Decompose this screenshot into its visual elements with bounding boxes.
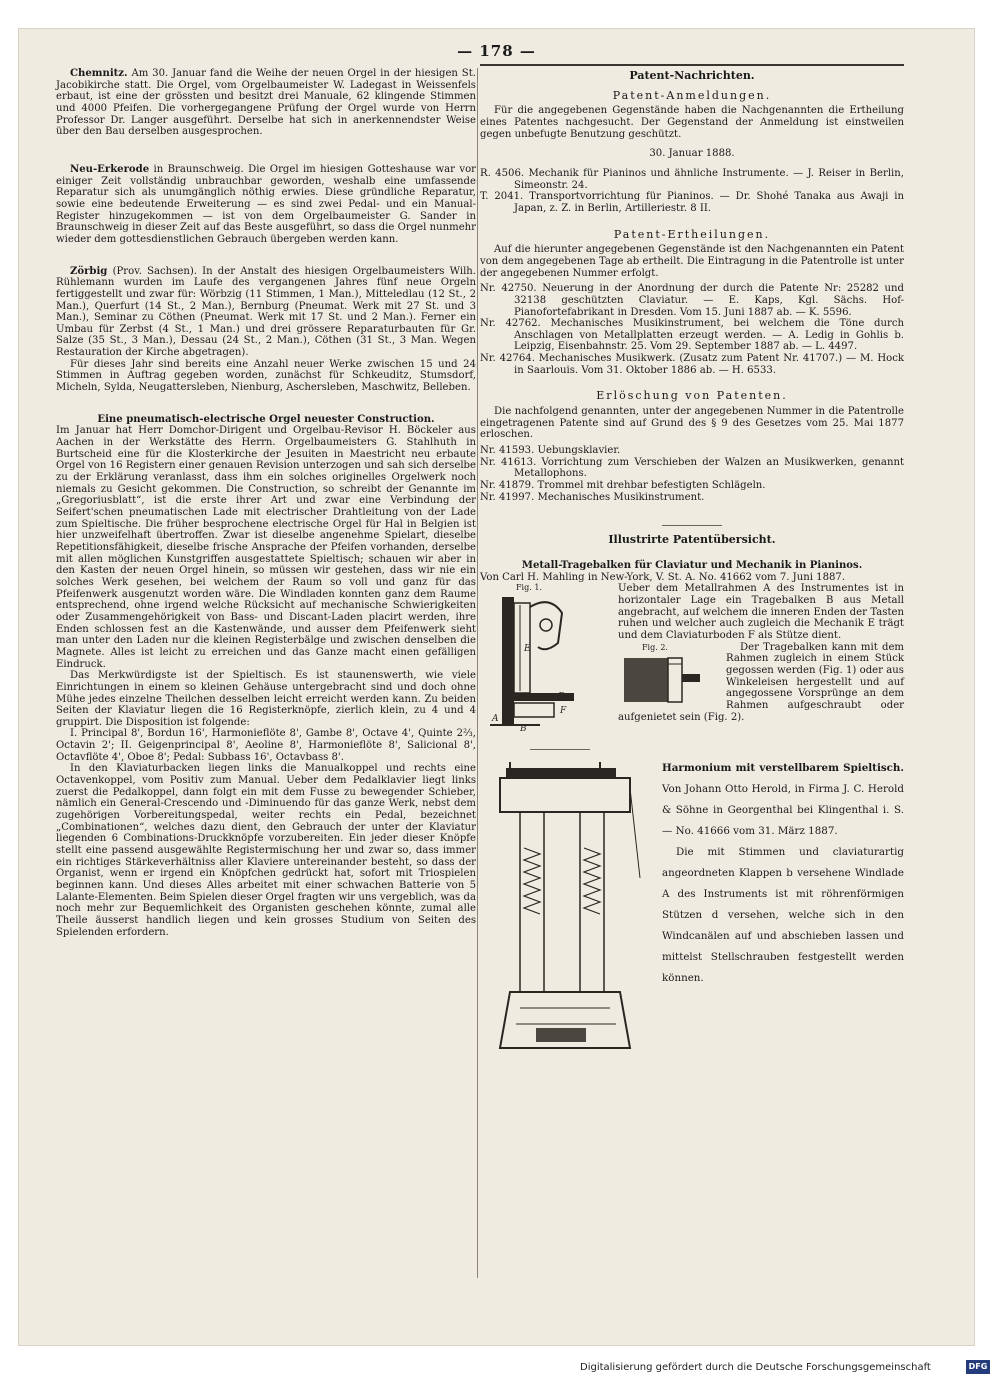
patent-grant-entry: Nr. 42750. Neuerung in der Anordnung der durch die Patente Nr: 25282 und 32138 geschützten Claviatur. — E. Kaps, Kgl. Sächs. Hof-Pianofortefabrikant in Dresden. Vom 15. Juni 1887 ab. — K. 5596. bbox=[480, 283, 904, 318]
patent-expiry-entry: Nr. 41997. Mechanisches Musikinstrument. bbox=[480, 491, 705, 503]
article-zoerbig-continued: Für dieses Jahr sind bereits eine Anzahl neuer Werke zwischen 15 und 24 Stimmen in Auftrag gegeben worden, zunächst für Schkeuditz, Stumsdorf, Micheln, Sylda, Neugattersleben, Nienburg, Aschersleben, Maschwitz, Belleben. bbox=[56, 358, 476, 394]
figure-harmonium bbox=[480, 758, 650, 1058]
article-place: Zörbig bbox=[70, 265, 108, 277]
scanned-page bbox=[18, 28, 975, 1346]
patent-grant-entry: Nr. 42762. Mechanisches Musikinstrument, bei welchem die Töne durch Anschlagen von Metallplatten erzeugt werden. — A. Ledig in Gohlis b. Leipzig, Eisenbahnstr. 25. Vom 29. September 1887 ab. — L. 4497. bbox=[480, 318, 904, 353]
figure-1 bbox=[480, 583, 610, 733]
patent-applications-date: 30. Januar 1888. bbox=[649, 148, 735, 160]
article-place: Chemnitz. bbox=[70, 68, 128, 79]
section-rule bbox=[530, 749, 590, 750]
article-chemnitz bbox=[56, 68, 476, 138]
patent-expiry-entry: Nr. 41593. Uebungsklavier. bbox=[480, 445, 621, 457]
metall-patent-body bbox=[480, 583, 904, 735]
patent-expiry-entry: Nr. 41613. Vorrichtung zum Verschieben der Walzen an Musikwerken, genannt Metallophons. bbox=[480, 456, 904, 480]
harmonium-patent-text: Die mit Stimmen und claviaturartig angeordneten Klappen b versehene Windlade A des Instruments ist mit röhrenförmigen Stützen d versehen, welche sich in den Windcanälen auf und abschieben lassen und mittelst Stellschrauben festgestellt werden können. bbox=[662, 846, 904, 985]
section-rule bbox=[662, 525, 722, 526]
dfg-logo: DFG bbox=[966, 1360, 990, 1374]
funding-notice: Digitalisierung gefördert durch die Deutsche Forschungsgemeinschaft bbox=[580, 1362, 931, 1373]
figure-label: B bbox=[520, 724, 527, 734]
patent-expiry-intro: Die nachfolgend genannten, unter der angegebenen Nummer in die Patentrolle eingetragenen Patente sind auf Grund des § 9 des Gesetzes vom 25. Mai 1877 erloschen. bbox=[480, 406, 904, 441]
metall-patent-byline: Von Carl H. Mahling in New-York, V. St. A. No. 41662 vom 7. Juni 1887. bbox=[480, 571, 846, 583]
figure-2 bbox=[618, 644, 718, 708]
article-zoerbig bbox=[56, 266, 476, 359]
patent-application-entry: T. 2041. Transportvorrichtung für Pianinos. — Dr. Shohé Tanaka aus Awaji in Japan, z. Z. in Berlin, Artilleriestr. 8 II. bbox=[480, 191, 904, 214]
right-column-top-rule bbox=[480, 64, 904, 66]
patent-application-entry: R. 4506. Mechanik für Pianinos und ähnliche Instrumente. — J. Reiser in Berlin, Simeonstr. 24. bbox=[480, 167, 904, 191]
article-text: in Braunschweig. Die Orgel im hiesigen Gotteshause war vor einiger Zeit vollständig unbrauchbar geworden, weshalb eine umfassende Reparatur sich als unumgänglich nöthig erwies. Diese gründliche Reparatur, sowie eine bedeutende Erweiterung — es sind zwei Pedal- und ein Manual-Register hinzugekommen — ist von dem Orgelbaumeister G. Sander in Braunschweig in dieser Zeit auf das Beste ausgeführt, so dass die Orgel nunmehr wieder dem gottesdienstlichen Gebrauch übergeben werden kann. bbox=[56, 163, 476, 245]
harmonium-patent bbox=[480, 758, 904, 1060]
article-pneumatic-title: Eine pneumatisch-electrische Orgel neuester Construction. bbox=[97, 413, 435, 425]
figure-2-caption: Fig. 2. bbox=[642, 642, 668, 652]
patent-applications-heading: Patent-Anmeldungen. bbox=[612, 88, 772, 102]
metall-patent-text-1: Ueber dem Metallrahmen A des Instrumentes ist in horizontaler Lage ein Tragebalken B aus Metall angebracht, auf welchem die inneren Enden der Tasten ruhen und welcher auch zugleich die Mechanik E trägt und dem Claviaturboden F als Stütze dient. bbox=[618, 583, 904, 641]
page-number: — 178 — bbox=[457, 42, 536, 60]
article-neu-erkerode bbox=[56, 164, 476, 246]
patent-applications-intro: Für die angegebenen Gegenstände haben die Nachgenannten die Ertheilung eines Patentes nachgesucht. Der Gegenstand der Anmeldung ist einstweilen gegen unbefugte Benutzung geschützt. bbox=[480, 105, 904, 140]
article-pneumatic-p4: In den Klaviaturbacken liegen links die Manualkoppel und rechts eine Octavenkoppel, vom Positiv zum Manual. Ueber dem Pedalklavier liegt links zuerst die Pedalkoppel, dann folgt ein mit dem Fusse zu bewegender Schieber, nämlich ein General-Crescendo und -Diminuendo für das ganze Werk, nebst dem zugehörigen Vorbereitungspedal, weiter rechts ein Pedal, bezeichnet „Combinationen“, welches dazu dient, den Gebrauch der unter der Klaviatur liegenden 6 Combinations-Druckknöpfe vorzubereiten. Ein jeder dieser Knöpfe stellt eine passend ausgewählte Registermischung her und zwar so, dass immer ein richtiges Stärkeverhältniss aller Klaviere untereinander besteht, so dass der Organist, wenn er irgend ein Knöpfchen gedrückt hat, sofort mit Triospielen beginnen kann. Und dieses Alles arbeitet mit einer schwachen Batterie von 5 Lalante-Elementen. Beim Spielen dieser Orgel fragten wir uns vergeblich, was da noch mehr zur Bequemlichkeit des Organisten geschehen könnte, zumal alle Theile äusserst handlich liegen und kein grosses Studium von Seiten des Spielenden erfordern. bbox=[56, 763, 476, 938]
figure-label: E bbox=[524, 644, 531, 655]
patent-grants-heading: Patent-Ertheilungen. bbox=[613, 227, 771, 241]
article-place: Neu-Erkerode bbox=[70, 163, 150, 175]
article-pneumatic-p2: Das Merkwürdigste ist der Spieltisch. Es ist staunenswerth, wie viele Einrichtungen in einem so kleinen Gehäuse untergebracht sind und doch ohne Mühe jedes einzelne Theilchen desselben leicht erreicht werden kann. Zu beiden Seiten der Klaviatur liegen die 16 Registerknöpfe, zierlich klein, zu 4 und 4 gruppirt. Die Disposition ist folgende: bbox=[56, 670, 476, 728]
patent-expiry-heading: Erlöschung von Patenten. bbox=[596, 389, 788, 403]
metall-patent-text-2: Der Tragebalken kann mit dem Rahmen zugleich in einem Stück gegossen werden (Fig. 1) oder aus Winkeleisen hergestellt und auf angegossene Vorsprünge an dem Rahmen aufgeschraubt oder aufgenietet sein (Fig. 2). bbox=[618, 641, 904, 723]
left-column bbox=[56, 68, 476, 938]
article-pneumatic-disposition: I. Principal 8', Bordun 16', Harmonieflöte 8', Gambe 8', Octave 4', Quinte 2⅔, Octavin 2'; II. Geigenprincipal 8', Aeoline 8', Harmonieflöte 8', Salicional 8', Octavflöte 4', Oboe 8'; Pedal: Subbass 16', Octavbass 8'. bbox=[56, 728, 476, 763]
figure-2-drawing bbox=[618, 644, 718, 708]
harmonium-patent-byline: Von Johann Otto Herold, in Firma J. C. Herold & Söhne in Georgenthal bei Klingenthal i. S. — No. 41666 vom 31. März 1887. bbox=[662, 783, 904, 838]
patent-grant-entry: Nr. 42764. Mechanisches Musikwerk. (Zusatz zum Patent Nr. 41707.) — M. Hock in Saarlouis. Vom 31. Oktober 1886 ab. — H. 6533. bbox=[480, 353, 904, 376]
column-divider bbox=[477, 68, 478, 1278]
article-text: Am 30. Januar fand die Weihe der neuen Orgel in der hiesigen St. Jacobikirche statt. Die Orgel, vom Orgelbaumeister W. Ladegast in Weissenfels erbaut, ist eine der grössten und besitzt drei Manuale, 62 klingende Stimmen und 4000 Pfeifen. Die vorhergegangene Prüfung der Orgel wurde von Herrn Professor Dr. Langer ausgeführt. Derselbe hat sich in anerkennendster Weise über den Bau derselben ausgesprochen. bbox=[56, 68, 476, 138]
figure-label: F bbox=[560, 706, 567, 717]
figure-label: A bbox=[492, 714, 499, 725]
harmonium-patent-title: Harmonium mit verstellbarem Spieltisch. bbox=[662, 762, 904, 775]
figure-harmonium-drawing bbox=[480, 758, 650, 1058]
patent-news-heading: Patent-Nachrichten. bbox=[629, 69, 755, 82]
patent-expiry-entry: Nr. 41879. Trommel mit drehbar befestigten Schlägeln. bbox=[480, 480, 766, 492]
metall-patent-title: Metall-Tragebalken für Claviatur und Mechanik in Pianinos. bbox=[521, 560, 863, 571]
article-pneumatic-p1: Im Januar hat Herr Domchor-Dirigent und Orgelbau-Revisor H. Böckeler aus Aachen in der Werkstätte des Herrn. Orgelbaumeisters G. Stahlhuth in Burtscheid eine für die Klosterkirche der Jesuiten in Maestricht neu erbaute Orgel von 16 Registern einer genauen Revision unterzogen und sah sich derselbe zu der Erklärung veranlasst, dass ihm ein solches originelles Orgelwerk noch niemals zu Gesicht gekommen. Die Construction, so schreibt der Genannte im „Gregoriusblatt“, ist die erste ihrer Art und zwar eine Verbindung der Seifert'schen pneumatischen Lade mit electrischer Drahtleitung von der Lade zum Spieltische. Die früher besprochene electrische Orgel für Hal in Belgien ist hier unzweifelhaft übertroffen. Zwar ist dieselbe angenehme Spielart, dieselbe Repetitionsfähigkeit, dieselbe frische Ansprache der Pfeifen vorhanden, derselbe mit allen möglichen Kunstgriffen ausgestattete Spieltisch; schauen wir aber in den Kasten der neuen Orgel hinein, so müssen wir gestehen, dass wir nie ein solches Werk gesehen, bei welchem der Raum so voll und ganz für das Pfeifenwerk ausgenutzt worden wäre. Die Windladen konnten ganz dem Raume entsprechend, ohne irgend welche Rücksicht auf mechanische Schwierigkeiten oder Zusammengehörigkeit von Bass- und Discant-Laden placirt werden, ihre Enden schlossen fest an die Kastenwände, und ausser dem Pfeifenwerk sieht man unter den Laden nur die kleinen Registerbälge und zwischen denselben die Magnete. Alles ist leicht zu erreichen und das Ganze macht einen gefälligen Eindruck. bbox=[56, 425, 476, 670]
figure-label: D bbox=[558, 692, 566, 703]
figure-1-caption: Fig. 1. bbox=[516, 583, 542, 593]
right-column bbox=[480, 68, 904, 1060]
figure-1-drawing bbox=[480, 583, 610, 733]
illustrated-patents-heading: Illustrirte Patentübersicht. bbox=[608, 533, 776, 547]
article-text: (Prov. Sachsen). In der Anstalt des hiesigen Orgelbaumeisters Wilh. Rühlemann wurden im Laufe des vergangenen Jahres fünf neue Orgeln fertiggestellt und zwar für: Wörbzig (11 Stimmen, 1 Man.), Mitteledlau (12 St., 2 Man.), Querfurt (14 St., 2 Man.), Bernburg (Pneumat. Werk mit 27 St. und 3 Man.), Seminar zu Cöthen (Pneumat. Werk mit 17 St. und 2 Man.). Ferner ein Umbau für Zerbst (4 St., 1 Man.) und drei grössere Reparaturbauten für Gr. Salze (35 St., 3 Man.), Dessau (24 St., 2 Man.), Cöthen (31 St., 3 Man. Wegen Restauration der Kirche abgetragen). bbox=[56, 265, 477, 359]
patent-grants-intro: Auf die hierunter angegebenen Gegenstände ist den Nachgenannten ein Patent von dem angegebenen Tage ab ertheilt. Die Eintragung in die Patentrolle ist unter der angegebenen Nummer erfolgt. bbox=[480, 244, 904, 279]
